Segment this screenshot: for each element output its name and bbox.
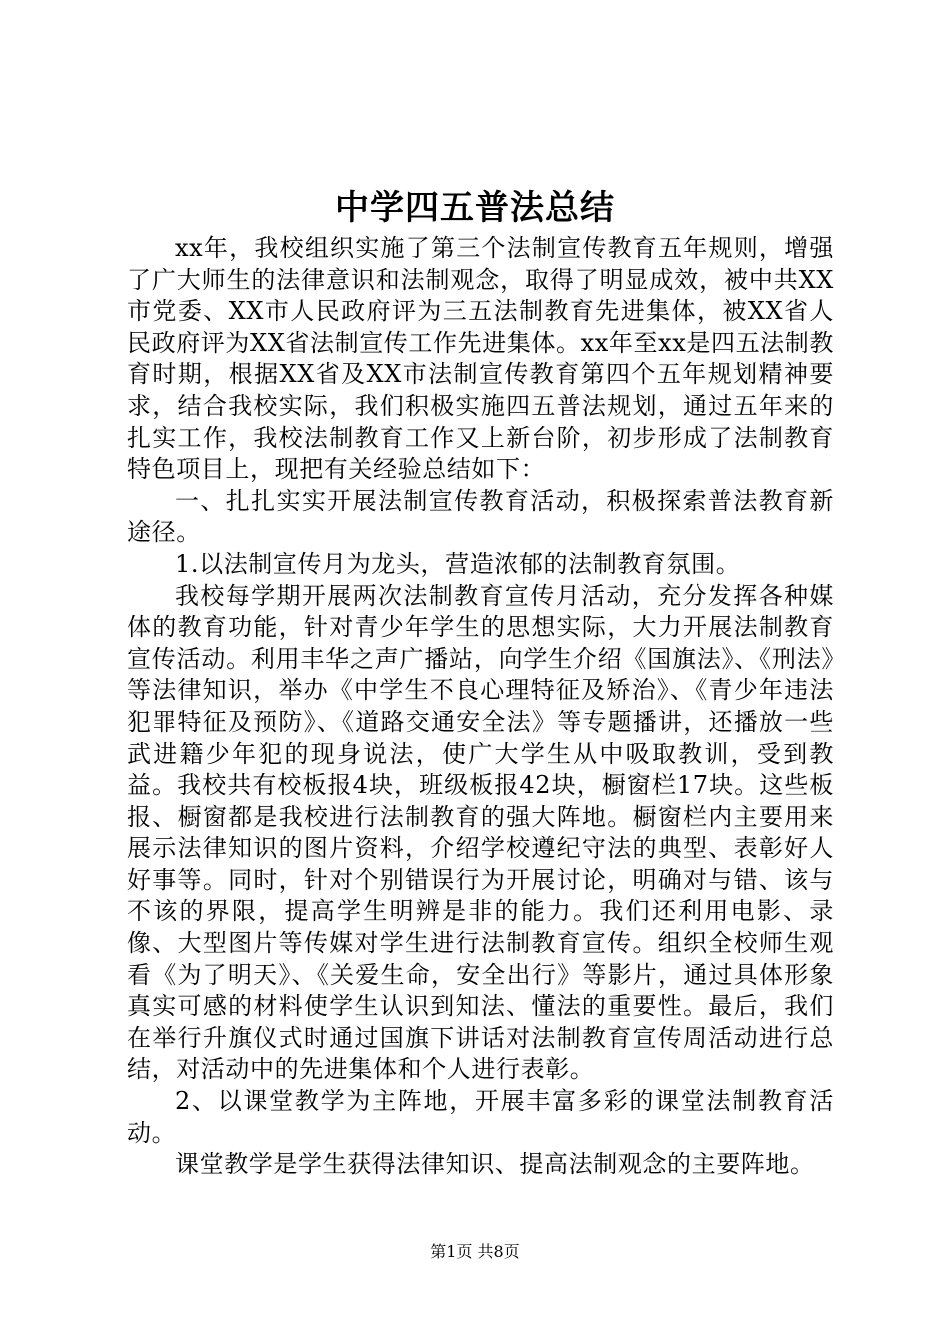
paragraph-intro: xx年，我校组织实施了第三个法制宣传教育五年规则，增强了广大师生的法律意识和法制观念，取得了明显成效，被中共XX市党委、XX市人民政府评为三五法制教育先进集体，被XX省人民政府评为XX省法制宣传工作先进集体。xx年至xx是四五法制教育时期，根据XX省及XX市法制宣传教育第四个五年规划精神要求，结合我校实际，我们积极实施四五普法规划，通过五年来的扎实工作，我校法制教育工作又上新台阶，初步形成了法制教育特色项目上，现把有关经验总结如下： <box>127 234 834 484</box>
paragraph-section-one-heading: 一、扎扎实实开展法制宣传教育活动，积极探索普法教育新途径。 <box>127 486 834 547</box>
paragraph-subheading-2: 2、以课堂教学为主阵地，开展丰富多彩的课堂法制教育活动。 <box>127 1087 834 1147</box>
paragraph-propaganda-month: 我校每学期开展两次法制教育宣传月活动，充分发挥各种媒体的教育功能，针对青少年学生的思想实际，大力开展法制教育宣传活动。利用丰华之声广播站，向学生介绍《国旗法》、《刑法》等法律知识，举办《中学生不良心理特征及矫治》、《青少年违法犯罪特征及预防》、《道路交通安全法》等专题播讲，还播放一些武进籍少年犯的现身说法，使广大学生从中吸取教训，受到教益。我校共有校板报4块，班级板报42块，橱窗栏17块。这些板报、橱窗都是我校进行法制教育的强大阵地。橱窗栏内主要用来展示法律知识的图片资料，介绍学校遵纪守法的典型、表彰好人好事等。同时，针对个别错误行为开展讨论，明确对与错、该与不该的界限，提高学生明辨是非的能力。我们还利用电影、录像、大型图片等传媒对学生进行法制教育宣传。组织全校师生观看《为了明天》、《关爱生命，安全出行》等影片，通过具体形象真实可感的材料使学生认识到知法、懂法的重要性。最后，我们在举行升旗仪式时通过国旗下讲话对法制教育宣传周活动进行总结，对活动中的先进集体和个人进行表彰。 <box>127 581 834 1084</box>
paragraph-classroom: 课堂教学是学生获得法律知识、提高法制观念的主要阵地。 <box>175 1150 815 1179</box>
page-number-footer: 第1页 共8页 <box>430 1242 520 1261</box>
document-title: 中学四五普法总结 <box>335 188 615 228</box>
document-body <box>127 233 834 1181</box>
paragraph-subheading-1: 1.以法制宣传月为龙头，营造浓郁的法制教育氛围。 <box>175 549 741 578</box>
